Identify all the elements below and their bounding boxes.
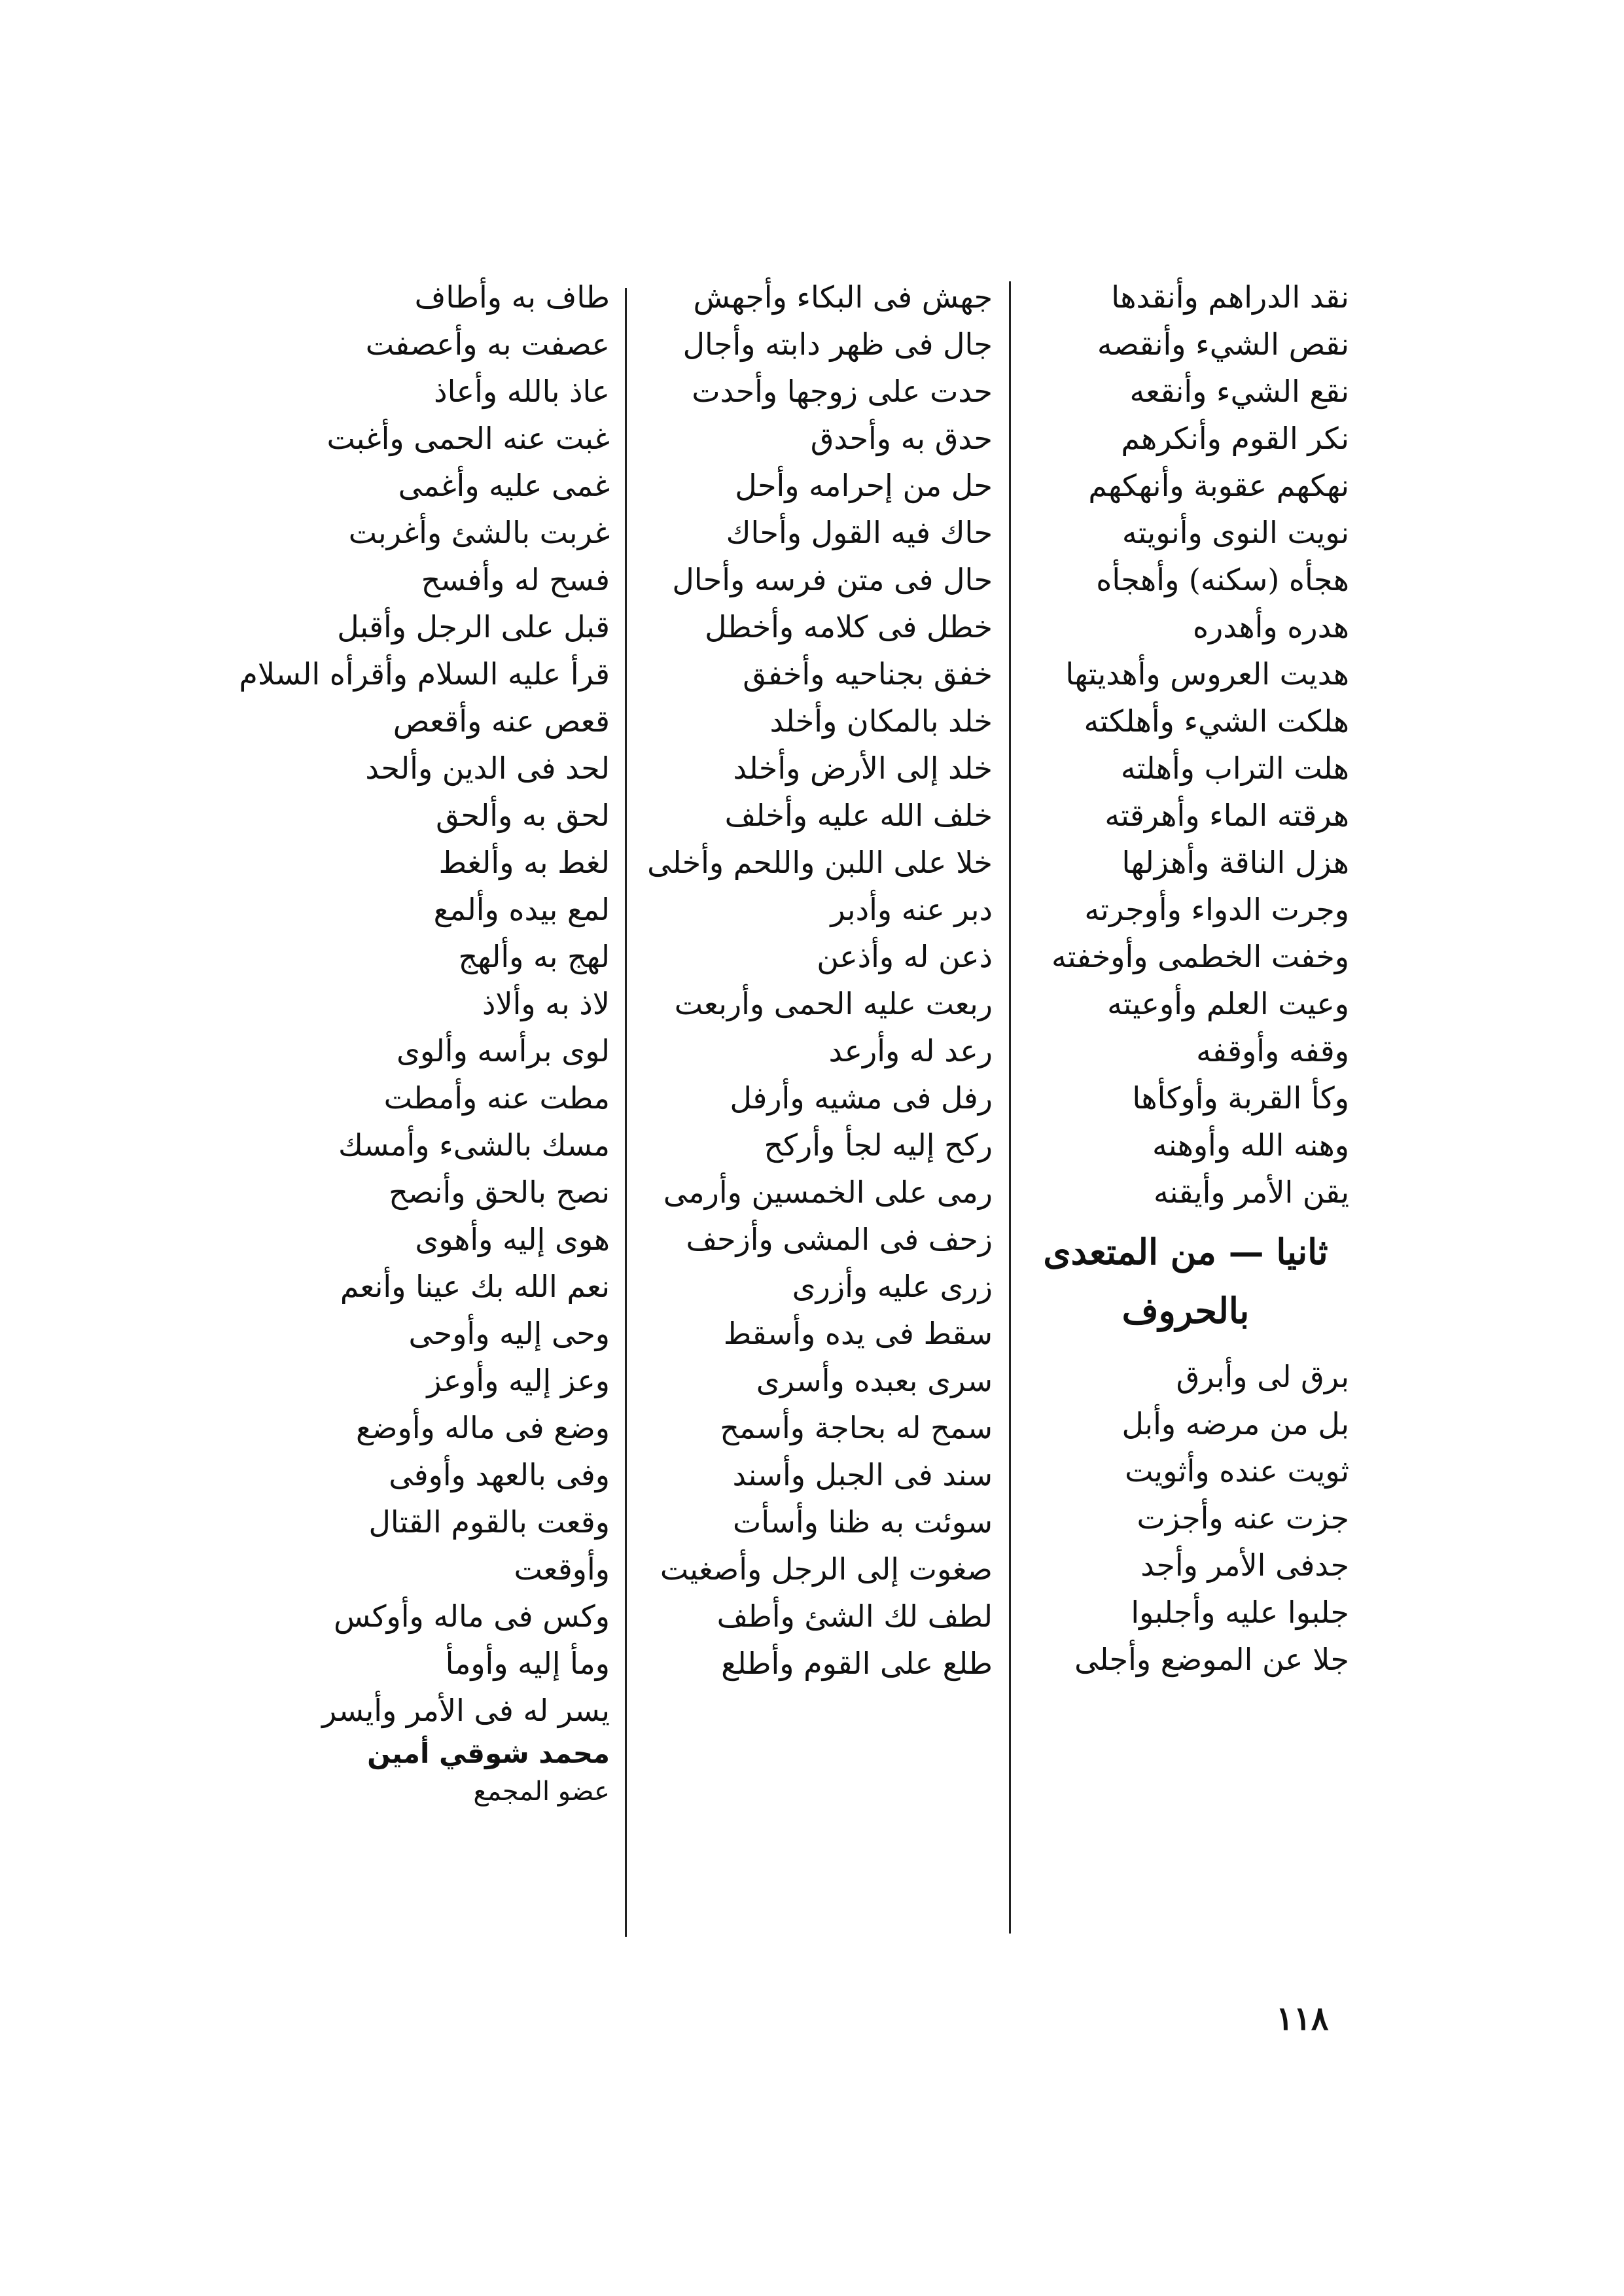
entry-line: برق لى وأبرق — [1176, 1359, 1349, 1394]
entry-line: خلف الله عليه وأخلف — [724, 798, 993, 833]
entry-line: جهش فى البكاء وأجهش — [693, 279, 993, 315]
entry-line: وأوقعت — [514, 1551, 610, 1587]
author-signature: محمد شوقي أمين — [367, 1737, 610, 1769]
entry-line: قعص عنه وأقعص — [393, 703, 610, 739]
entry-line: نعم الله بك عينا وأنعم — [340, 1269, 610, 1304]
entry-line: سمح له بحاجة وأسمح — [720, 1410, 993, 1445]
entry-line: سوئت به ظنا وأسأت — [733, 1504, 993, 1540]
entry-line: نكر القوم وأنكرهم — [1121, 421, 1349, 456]
entry-line: ثويت عنده وأثويت — [1125, 1453, 1349, 1489]
entry-line: نصح بالحق وأنصح — [389, 1174, 610, 1210]
entry-line: حدق به وأحدق — [810, 421, 993, 456]
entry-line: وضع فى ماله وأوضع — [355, 1410, 610, 1445]
entry-line: وجرت الدواء وأوجرته — [1084, 892, 1349, 927]
entry-line: بل من مرضه وأبل — [1121, 1406, 1349, 1441]
section-heading: ثانيا — من المتعدى — [1043, 1231, 1328, 1273]
entry-line: رمى على الخمسين وأرمى — [663, 1174, 993, 1210]
entry-line: رعد له وأرعد — [828, 1033, 993, 1069]
entry-line: سرى بعبده وأسرى — [756, 1363, 993, 1398]
entry-line: عاذ بالله وأعاذ — [434, 374, 610, 409]
page-number: ١١٨ — [1276, 1999, 1329, 2038]
entry-line: هدره وأهدره — [1192, 609, 1349, 645]
entry-line: طاف به وأطاف — [414, 279, 610, 315]
entry-line: سقط فى يده وأسقط — [723, 1316, 993, 1351]
column-right — [1022, 274, 1349, 1683]
section-heading-continued: بالحروف — [1121, 1290, 1250, 1332]
entry-line: وهنه الله وأوهنه — [1152, 1127, 1349, 1163]
entry-line: لحد فى الدين وألحد — [365, 751, 610, 786]
entry-line: هزل الناقة وأهزلها — [1121, 845, 1349, 880]
entry-line: هرقته الماء وأهرقته — [1104, 798, 1349, 833]
entry-line: خلد بالمكان وأخلد — [769, 703, 993, 739]
column-middle — [626, 274, 993, 1687]
entry-line: سند فى الجبل وأسند — [732, 1457, 993, 1492]
entry-line: هلت التراب وأهلته — [1120, 751, 1349, 786]
entry-line: جلا عن الموضع وأجلى — [1074, 1642, 1349, 1677]
entry-line: خطل فى كلامه وأخطل — [705, 609, 993, 645]
entry-line: فسح له وأفسح — [421, 562, 610, 597]
entry-line: صغوت إلى الرجل وأصغيت — [660, 1551, 993, 1587]
entry-line: مسك بالشىء وأمسك — [338, 1127, 610, 1163]
entry-line: غبت عنه الحمى وأغبت — [327, 421, 610, 456]
entry-line: ومأ إليه وأومأ — [445, 1646, 610, 1681]
entry-line: خفق بجناحيه وأخفق — [743, 656, 993, 692]
entry-line: حال فى متن فرسه وأحال — [672, 562, 993, 597]
entry-line: وعيت العلم وأوعيته — [1107, 986, 1349, 1021]
entry-line: يقن الأمر وأيقنه — [1154, 1174, 1349, 1210]
entry-line: مطت عنه وأمطت — [383, 1080, 610, 1116]
entry-line: هجأه (سكنه) وأهجأه — [1096, 562, 1349, 597]
entry-line: لهج به وألهج — [458, 939, 610, 974]
entry-line: حل من إحرامه وأحل — [735, 468, 993, 503]
entry-line: هلكت الشيء وأهلكته — [1084, 703, 1349, 739]
entry-line: زحف فى المشى وأزحف — [686, 1222, 993, 1257]
entry-line: غمى عليه وأغمى — [398, 468, 610, 503]
entry-line: وكأ القربة وأوكأها — [1132, 1080, 1349, 1116]
entry-line: خلد إلى الأرض وأخلد — [733, 751, 993, 786]
entry-line: قبل على الرجل وأقبل — [337, 609, 610, 645]
entry-line: وكس فى ماله وأوكس — [333, 1598, 610, 1634]
author-title: عضو المجمع — [473, 1776, 610, 1807]
entry-line: نقد الدراهم وأنقدها — [1111, 279, 1349, 315]
entry-line: وحى إليه وأوحى — [408, 1316, 610, 1351]
entry-line: جزت عنه وأجزت — [1137, 1500, 1349, 1536]
entry-line: هوى إليه وأهوى — [415, 1222, 610, 1257]
entry-line: لمع بيده وألمع — [433, 892, 610, 927]
entry-line: لوى برأسه وألوى — [397, 1033, 610, 1069]
entry-line: هديت العروس وأهديتها — [1065, 656, 1349, 692]
entry-line: حدت على زوجها وأحدت — [692, 374, 993, 409]
entry-line: ذعن له وأذعن — [817, 939, 993, 974]
entry-line: ركح إليه لجأ وأركح — [764, 1127, 993, 1163]
column-divider-right — [1009, 281, 1011, 1934]
entry-line: جدفى الأمر وأجد — [1140, 1547, 1349, 1583]
entry-line: طلع على القوم وأطلع — [721, 1646, 993, 1681]
entry-line: يسر له فى الأمر وأيسر — [322, 1693, 610, 1728]
entry-line: لغط به وألغط — [438, 845, 610, 880]
entry-line: وخفت الخطمى وأوخفته — [1051, 939, 1349, 974]
entry-line: جال فى ظهر دابته وأجال — [682, 327, 993, 362]
entry-line: لحق به وألحق — [436, 798, 610, 833]
entry-line: نقص الشيء وأنقصه — [1097, 327, 1349, 362]
entry-line: وقعت بالقوم القتال — [368, 1504, 610, 1540]
entry-line: ربعت عليه الحمى وأربعت — [674, 986, 993, 1021]
entry-line: نهكهم عقوبة وأنهكهم — [1088, 468, 1349, 503]
entry-line: نويت النوى وأنويته — [1121, 515, 1349, 550]
entry-line: جلبوا عليه وأجلبوا — [1131, 1595, 1349, 1630]
entry-line: دبر عنه وأدبر — [830, 892, 993, 927]
entry-line: زرى عليه وأزرى — [792, 1269, 993, 1304]
entry-line: خلا على اللبن واللحم وأخلى — [647, 845, 993, 880]
entry-line: عصفت به وأعصفت — [365, 327, 610, 362]
column-left — [191, 274, 610, 1810]
entry-line: وقفه وأوقفه — [1196, 1033, 1349, 1069]
entry-line: غربت بالشئ وأغربت — [348, 515, 610, 550]
entry-line: قرأ عليه السلام وأقرأه السلام — [239, 656, 610, 692]
entry-line: لطف لك الشئ وأطف — [716, 1598, 993, 1634]
entry-line: وعز إليه وأوعز — [427, 1363, 610, 1398]
entry-line: نقع الشيء وأنقعه — [1129, 374, 1349, 409]
entry-line: حاك فيه القول وأحاك — [726, 515, 993, 550]
entry-line: لاذ به وألاذ — [482, 986, 610, 1021]
entry-line: وفى بالعهد وأوفى — [389, 1457, 610, 1492]
entry-line: رفل فى مشيه وأرفل — [730, 1080, 993, 1116]
